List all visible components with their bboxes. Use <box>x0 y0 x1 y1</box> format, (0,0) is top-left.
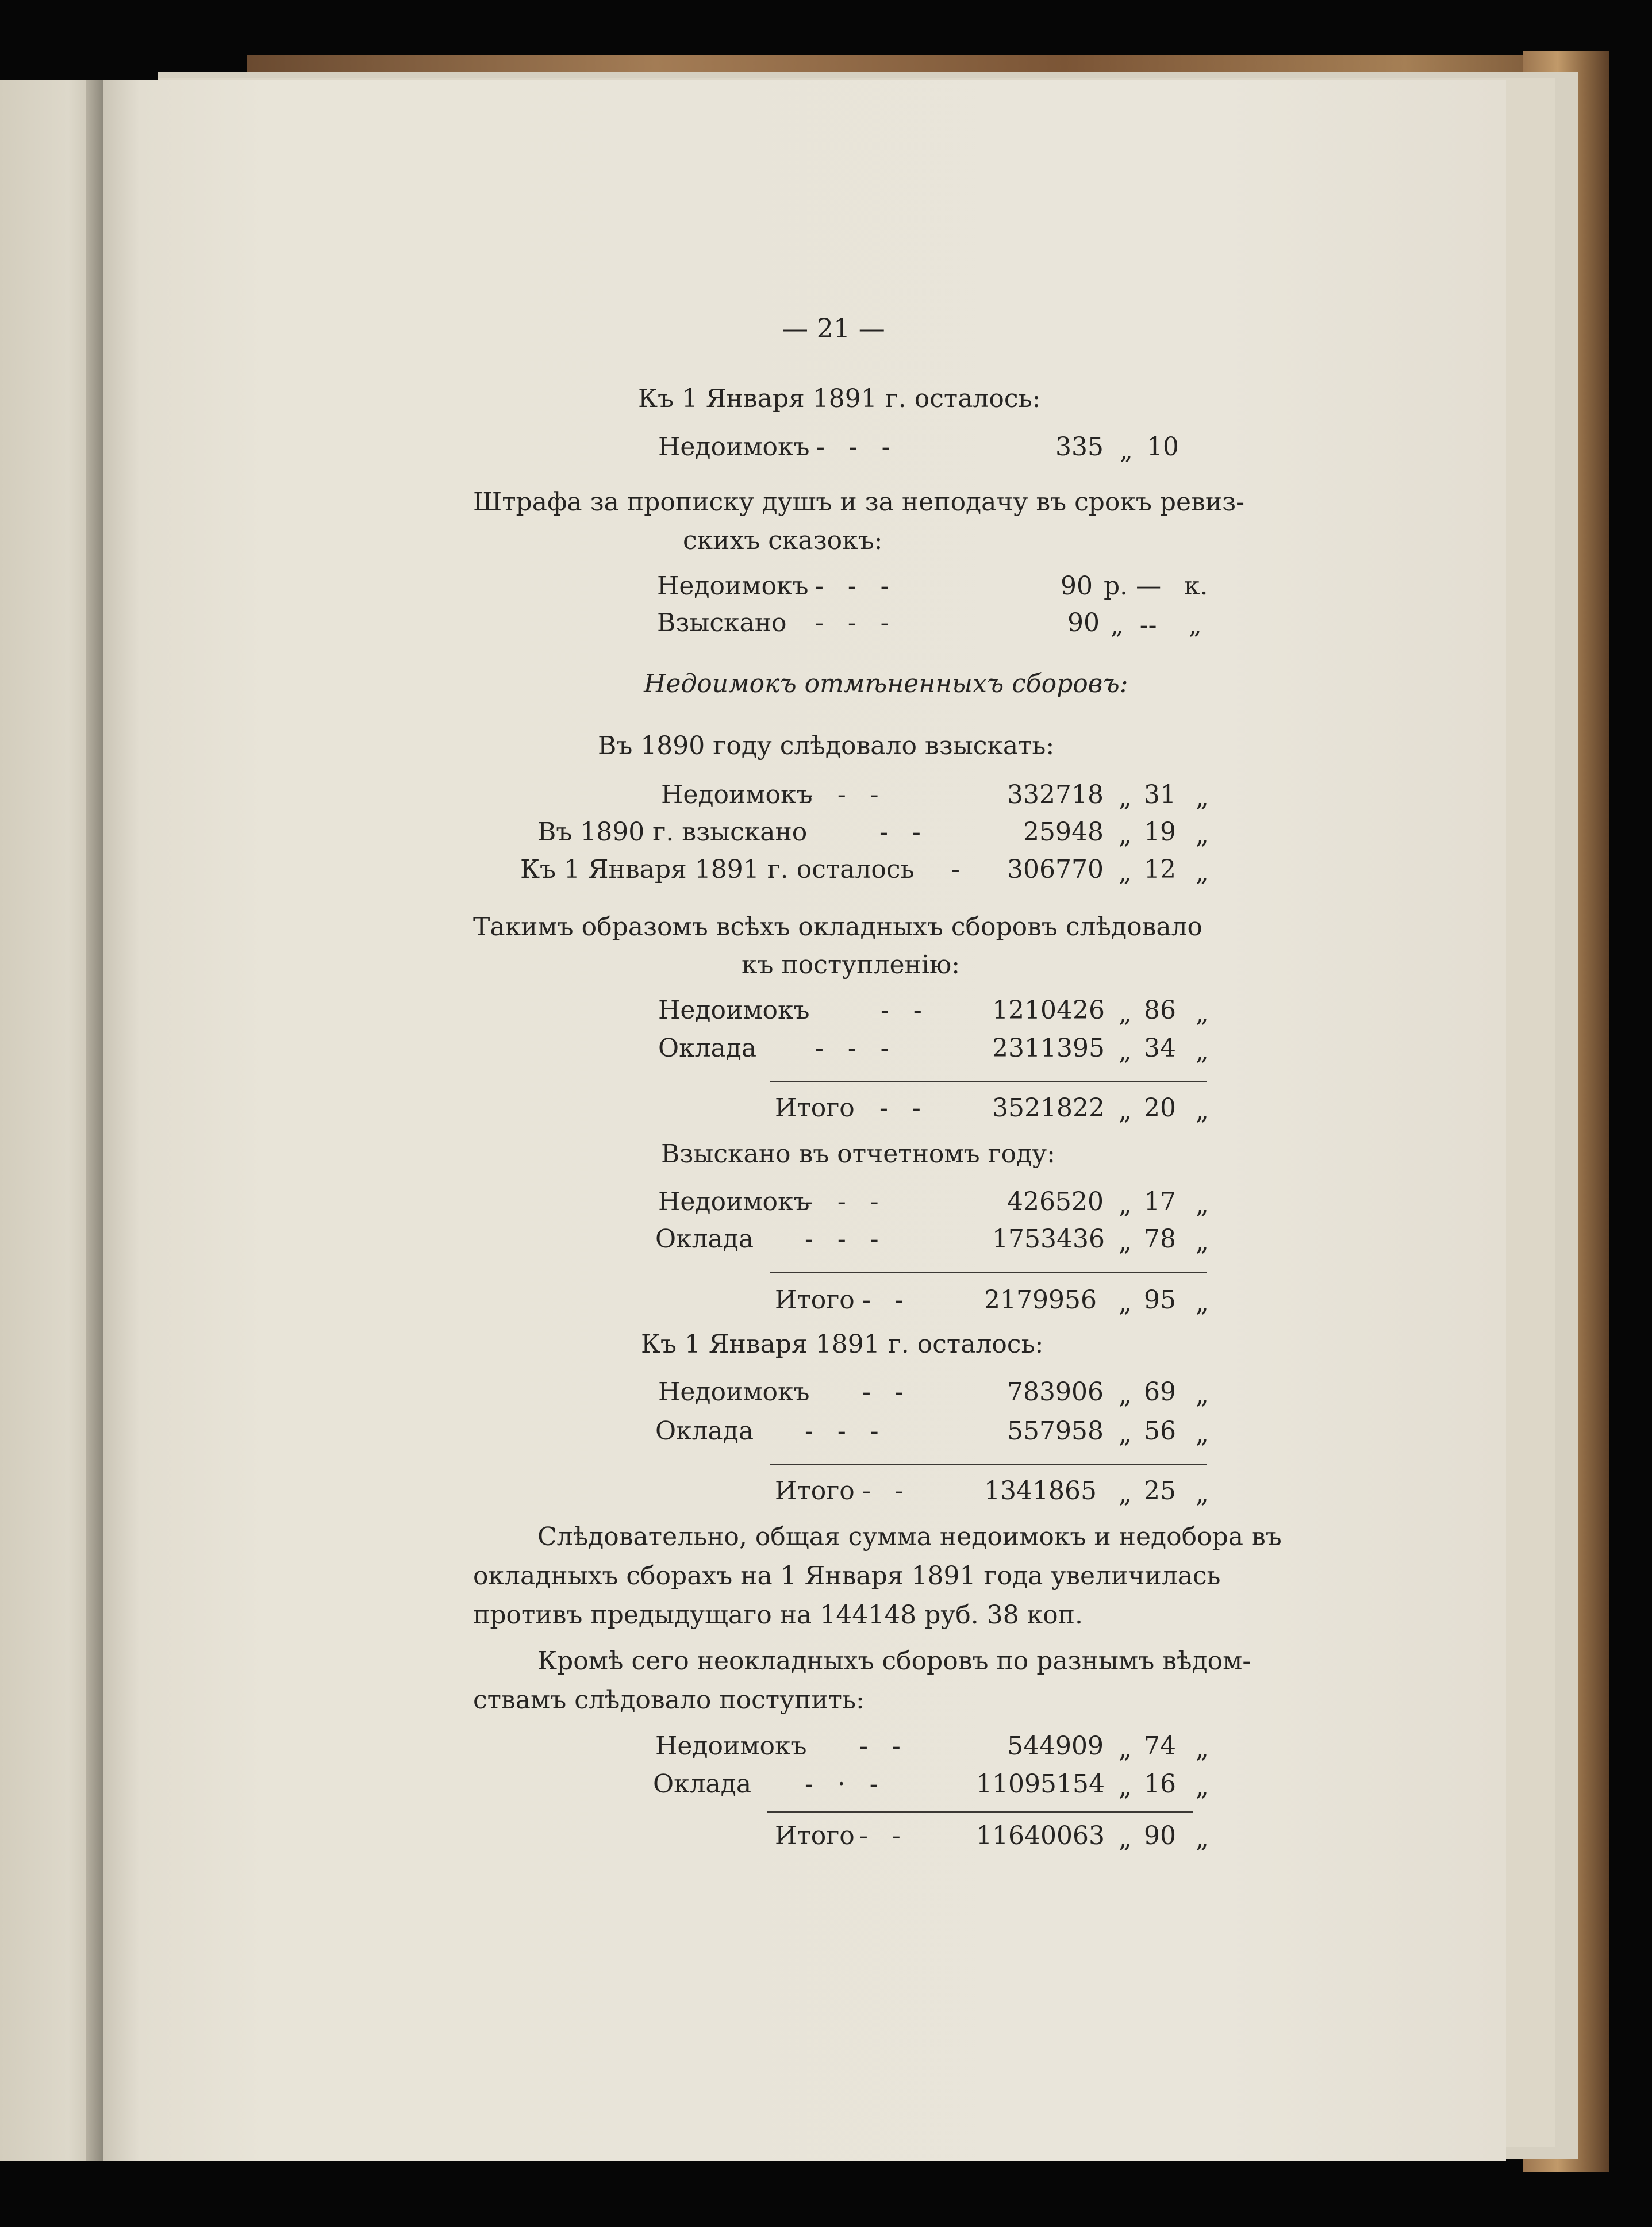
row-dots: - - <box>859 1731 901 1761</box>
row-label: Итого <box>775 1476 855 1506</box>
fines-paragraph-line2: скихъ сказокъ: <box>683 526 883 555</box>
page-number: — 21 — <box>782 313 885 344</box>
row-sep: „ <box>1119 1190 1132 1219</box>
row-kop: 12 <box>1144 855 1176 884</box>
row-sep: р. — <box>1104 571 1162 601</box>
row-dots: - - <box>879 817 921 847</box>
row-sep: „ <box>1119 1096 1132 1126</box>
row-end: „ <box>1196 820 1209 850</box>
facing-page <box>0 80 98 2161</box>
row-label: Къ 1 Января 1891 г. осталось <box>520 855 915 884</box>
row-end: „ <box>1196 1288 1209 1318</box>
row-sep: „ <box>1119 999 1132 1028</box>
row-label: Оклада <box>655 1416 754 1446</box>
row-kop: 25 <box>1144 1476 1176 1506</box>
row-sep: „ <box>1119 1227 1132 1257</box>
row-sep: „ <box>1119 1288 1132 1318</box>
row-kop: 17 <box>1144 1187 1176 1216</box>
row-sep: „ <box>1119 1419 1132 1449</box>
row-kop: 95 <box>1144 1285 1176 1315</box>
row-dots: - - - <box>805 1187 879 1216</box>
row-value: 3521822 <box>992 1093 1105 1123</box>
row-value: 783906 <box>1007 1377 1104 1407</box>
row-label: Итого <box>775 1093 855 1123</box>
row-dots: - · - <box>805 1769 878 1799</box>
row-value: 2311395 <box>992 1034 1105 1063</box>
row-kop: „ <box>1189 610 1202 640</box>
row-dots: - <box>951 855 960 884</box>
row-end: „ <box>1196 858 1209 887</box>
row-label: Недоимокъ <box>655 1731 807 1761</box>
row-end: „ <box>1196 1096 1209 1126</box>
row-value: 11095154 <box>976 1769 1105 1799</box>
total-paragraph-line1: Такимъ образомъ всѣхъ окладныхъ сборовъ слѣдовало <box>473 912 1203 942</box>
row-dots: - - <box>862 1476 904 1506</box>
row-sep: „ <box>1119 820 1132 850</box>
row-label: Недоимокъ <box>657 571 809 601</box>
row-dots: - - <box>862 1285 904 1315</box>
row-value: 90 <box>1061 571 1093 601</box>
row-end: „ <box>1196 1036 1209 1066</box>
row-end: „ <box>1196 1380 1209 1410</box>
row-end: „ <box>1196 1227 1209 1257</box>
row-kop: 34 <box>1144 1034 1176 1063</box>
row-label: Въ 1890 г. взыскано <box>537 817 808 847</box>
row-value: 1210426 <box>992 996 1105 1025</box>
row-kop: 16 <box>1144 1769 1176 1799</box>
row-label: Оклада <box>655 1224 754 1254</box>
row-dots: - - - <box>805 780 879 809</box>
extra-line2: ствамъ слѣдовало поступить: <box>473 1685 865 1715</box>
row-end: „ <box>1196 999 1209 1028</box>
abolished-heading: Недоимокъ отмѣненныхъ сборовъ: <box>644 669 1128 698</box>
row-end: „ <box>1196 1419 1209 1449</box>
row-sep: „ -- <box>1111 610 1157 640</box>
remainder-heading: Къ 1 Января 1891 г. осталось: <box>638 384 1041 413</box>
left-heading: Къ 1 Января 1891 г. осталось: <box>641 1330 1044 1359</box>
row-kop: 10 <box>1147 432 1179 462</box>
row-sep: „ <box>1119 1824 1132 1853</box>
row-value: 332718 <box>1007 780 1104 809</box>
row-end: „ <box>1196 1772 1209 1802</box>
row-dots: - - - <box>816 432 890 462</box>
row-label: Оклада <box>653 1769 752 1799</box>
row-sep: „ <box>1119 1380 1132 1410</box>
row-label: Итого <box>775 1821 855 1850</box>
row-value: 25948 <box>1023 817 1104 847</box>
conclusion-line2: окладныхъ сборахъ на 1 Января 1891 года увеличилась <box>473 1561 1221 1591</box>
row-sep: „ <box>1119 1479 1132 1508</box>
row-end: „ <box>1196 1734 1209 1764</box>
row-value: 1341865 <box>984 1476 1097 1506</box>
row-dots: - - <box>862 1377 904 1407</box>
row-dots: - - - <box>815 1034 889 1063</box>
row-sep: „ <box>1119 783 1132 812</box>
row-value: 335 <box>1055 432 1104 462</box>
row-sep: „ <box>1119 1772 1132 1802</box>
row-label: Недоимокъ <box>658 432 810 462</box>
conclusion-line3: противъ предыдущаго на 144148 руб. 38 коп. <box>473 1600 1083 1630</box>
row-label: Недоимокъ <box>658 1377 810 1407</box>
abolished-intro: Въ 1890 году слѣдовало взыскать: <box>598 731 1055 761</box>
row-kop: 78 <box>1144 1224 1176 1254</box>
extra-line1: Кромѣ сего неокладныхъ сборовъ по разнымъ вѣдом- <box>537 1646 1251 1676</box>
row-kop: 31 <box>1144 780 1176 809</box>
conclusion-line1: Слѣдовательно, общая сумма недоимокъ и недобора въ <box>537 1522 1282 1552</box>
fines-paragraph-line1: Штрафа за прописку душъ и за неподачу въ срокъ ревиз- <box>473 487 1245 517</box>
row-kop: 19 <box>1144 817 1176 847</box>
row-label: Недоимокъ <box>661 780 813 809</box>
row-kop: 90 <box>1144 1821 1176 1850</box>
row-end: „ <box>1196 783 1209 812</box>
row-value: 2179956 <box>984 1285 1097 1315</box>
row-dots: - - - <box>805 1224 879 1254</box>
row-label: Недоимокъ <box>658 996 810 1025</box>
row-kop: 86 <box>1144 996 1176 1025</box>
row-value: 1753436 <box>992 1224 1105 1254</box>
row-sep: „ <box>1119 1734 1132 1764</box>
row-end: „ <box>1196 1479 1209 1508</box>
sum-rule <box>767 1811 1193 1813</box>
row-value: 544909 <box>1007 1731 1104 1761</box>
row-sep: „ <box>1120 436 1133 465</box>
row-value: 11640063 <box>976 1821 1105 1850</box>
sum-rule <box>770 1081 1207 1082</box>
row-value: 90 <box>1067 608 1100 638</box>
total-paragraph-line2: къ поступленію: <box>742 950 961 980</box>
sum-rule <box>770 1272 1207 1273</box>
row-dots: - - <box>879 1093 921 1123</box>
row-value: 426520 <box>1007 1187 1104 1216</box>
row-kop: 69 <box>1144 1377 1176 1407</box>
row-kop: 56 <box>1144 1416 1176 1446</box>
row-label: Итого <box>775 1285 855 1315</box>
row-value: 306770 <box>1007 855 1104 884</box>
row-kop: 20 <box>1144 1093 1176 1123</box>
row-dots: - - <box>881 996 922 1025</box>
row-sep: „ <box>1119 858 1132 887</box>
gutter-shadow <box>86 80 103 2161</box>
row-dots: - - - <box>815 608 889 638</box>
row-end: „ <box>1196 1190 1209 1219</box>
row-dots: - - <box>859 1821 901 1850</box>
row-label: Взыскано <box>657 608 787 638</box>
row-kop: к. <box>1184 571 1208 601</box>
sum-rule <box>770 1464 1207 1465</box>
row-end: „ <box>1196 1824 1209 1853</box>
row-label: Оклада <box>658 1034 757 1063</box>
collected-heading: Взыскано въ отчетномъ году: <box>661 1139 1055 1169</box>
row-dots: - - - <box>805 1416 879 1446</box>
row-sep: „ <box>1119 1036 1132 1066</box>
row-kop: 74 <box>1144 1731 1176 1761</box>
row-value: 557958 <box>1007 1416 1104 1446</box>
row-label: Недоимокъ <box>658 1187 810 1216</box>
row-dots: - - - <box>815 571 889 601</box>
